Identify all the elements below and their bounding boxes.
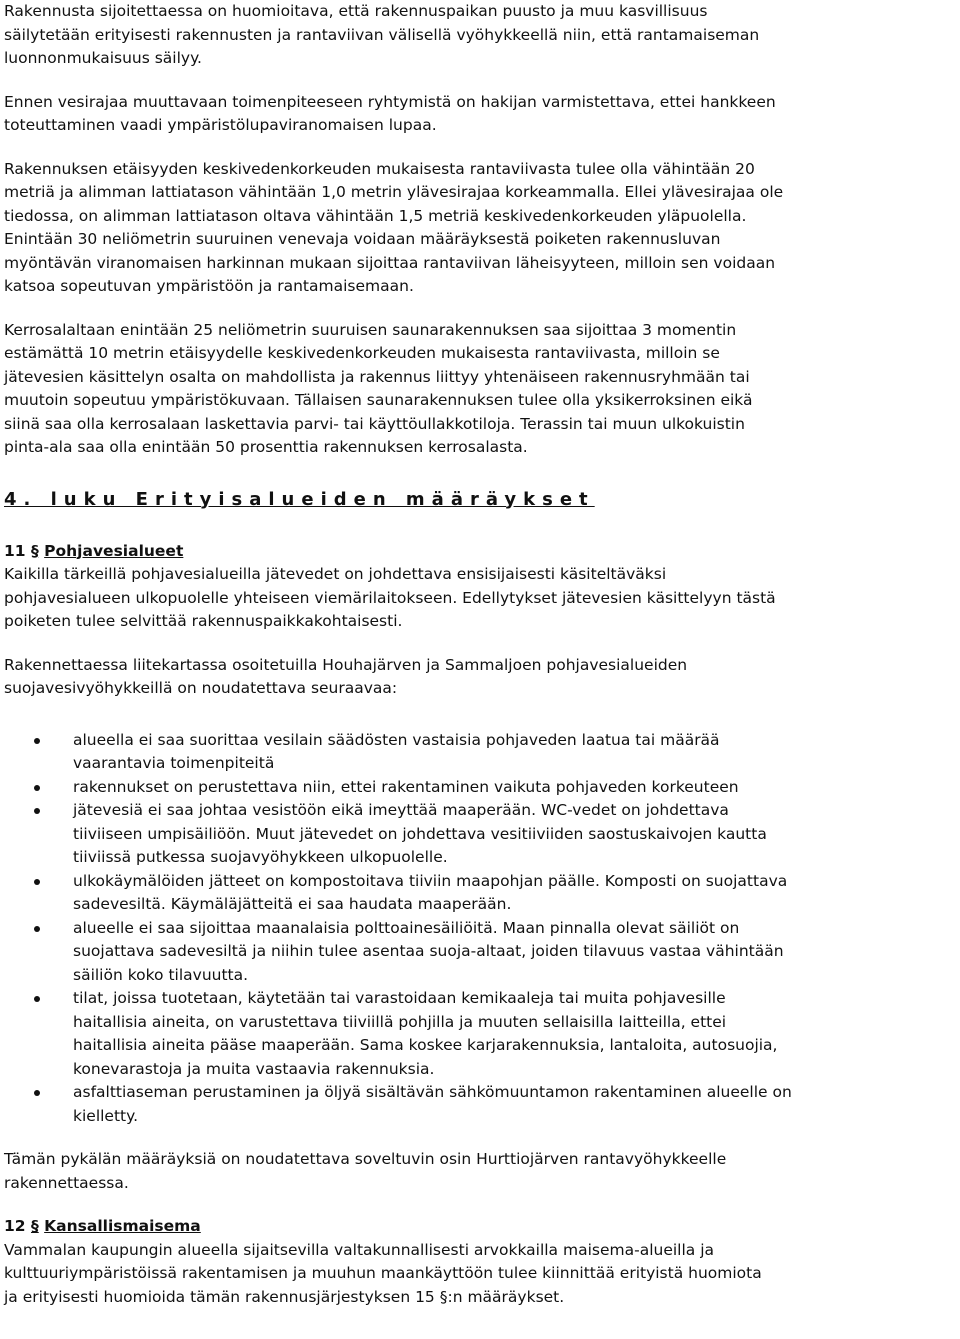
list-item: alueelle ei saa sijoittaa maanalaisia polttoainesäiliöitä. Maan pinnalla olevat säiliöt on suojattava sadevesiltä ja niihin tulee asentaa suoja-altaat, joiden tilavuus vastaa vähintään säiliön koko tilavuutta.	[4, 917, 954, 988]
section-12-heading	[4, 1215, 954, 1239]
section-11-sign: §	[30, 541, 39, 560]
chapter-heading: 4. luku Erityisalueiden määräykset	[4, 488, 595, 510]
bullet-icon	[34, 1090, 40, 1096]
section-12-name: Kansallismaisema	[44, 1217, 201, 1235]
bullet-icon	[34, 996, 40, 1002]
paragraph-shoreline-vegetation: Rakennusta sijoitettaessa on huomioitava, että rakennuspaikan puusto ja muu kasvillisuus säilytetään erityisesti rakennusten ja rantaviivan välisellä vyöhykkeellä niin, että rantamaiseman luonnonmukaisuus säilyy.	[4, 2, 760, 67]
paragraph-groundwater-wastewater: Kaikilla tärkeillä pohjavesialueilla jätevedet on johdettava ensisijaisesti käsiteltäväksi pohjavesialueen ulkopuolelle yhteiseen viemärilaitokseen. Edellytykset jätevesien käsittelyyn tästä poiketen tulee selvittää rakennuspaikkakohtaisesti.	[4, 565, 776, 630]
paragraph-protection-zones: Rakennettaessa liitekartassa osoitetuilla Houhajärven ja Sammaljoen pohjavesialueiden suojavesivyöhykkeillä on noudatettava seuraavaa:	[4, 655, 688, 697]
paragraph-national-landscape: Vammalan kaupungin alueella sijaitsevilla valtakunnallisesti arvokkailla maisema-alueilla ja kulttuuriympäristöissä rakentamisen ja muuhun maankäyttöön tulee kiinnittää erityistä huomiota ja erityisesti huomioida tämän rakennusjärjestyksen 15 §:n määräykset.	[4, 1240, 762, 1306]
list-item: alueella ei saa suorittaa vesilain säädösten vastaisia pohjaveden laatua tai määrää vaarantavia toimenpiteitä	[4, 729, 954, 776]
paragraph-building-distance: Rakennuksen etäisyyden keskivedenkorkeuden mukaisesta rantaviivasta tulee olla vähintään 20 metriä ja alimman lattiatason vähintään 1,0 metrin ylävesirajaa korkeammalla. Ellei ylävesirajaa ole tiedossa, on alimman lattiatason oltava vähintään 1,5 metriä keskivedenkorkeuden yläpuolella. Enintään 30 neliömetrin suuruinen venevaja voidaan määräyksestä poiketen rakennusluvan myöntävän viranomaisen harkinnan mukaan sijoittaa rantaviivan läheisyyteen, milloin sen voidaan katsoa sopeutuvan ympäristöön ja rantamaisemaan.	[4, 159, 784, 295]
list-item: asfalttiaseman perustaminen ja öljyä sisältävän sähkömuuntamon rakentaminen alueelle on kielletty.	[4, 1081, 954, 1128]
groundwater-rules-list	[4, 729, 954, 1129]
list-item: tilat, joissa tuotetaan, käytetään tai varastoidaan kemikaaleja tai muita pohjavesille haitallisia aineita, on varustettava tiiviillä pohjilla ja muuten sellaisilla laitteilla, ettei haitallisia aineita pääse maaperään. Sama koskee karjarakennuksia, lantaloita, autosuojia, konevarastoja ja muita vastaavia rakennuksia.	[4, 987, 954, 1081]
section-11-number: 11	[4, 541, 26, 560]
list-item: rakennukset on perustettava niin, ettei rakentaminen vaikuta pohjaveden korkeuteen	[4, 776, 954, 800]
bullet-icon	[34, 738, 40, 744]
bullet-icon	[34, 926, 40, 932]
list-item: jätevesiä ei saa johtaa vesistöön eikä imeyttää maaperään. WC-vedet on johdettava tiiviiseen umpisäiliöön. Muut jätevedet on johdettava vesitiiviiden saostuskaivojen kautta tiiviissä putkessa suojavyöhykkeen ulkopuolelle.	[4, 799, 954, 870]
section-12-number: 12	[4, 1217, 26, 1235]
bullet-icon	[34, 808, 40, 814]
paragraph-hurttiojarvi: Tämän pykälän määräyksiä on noudatettava soveltuvin osin Hurttiojärven rantavyöhykkeelle rakennettaessa.	[4, 1150, 727, 1192]
section-11-heading	[4, 540, 954, 564]
list-item: ulkokäymälöiden jätteet on kompostoitava tiiviin maapohjan päälle. Komposti on suojattava sadevesiltä. Käymäläjätteitä ei saa haudata maaperään.	[4, 870, 954, 917]
section-11-name: Pohjavesialueet	[44, 541, 184, 560]
section-12-sign: §	[30, 1217, 39, 1235]
paragraph-water-level-permit: Ennen vesirajaa muuttavaan toimenpiteeseen ryhtymistä on hakijan varmistettava, ettei hankkeen toteuttaminen vaadi ympäristölupaviranomaisen lupaa.	[4, 92, 776, 134]
bullet-icon	[34, 879, 40, 885]
paragraph-sauna-building: Kerrosalaltaan enintään 25 neliömetrin suuruisen saunarakennuksen saa sijoittaa 3 momentin estämättä 10 metrin etäisyydelle keskivedenkorkeuden mukaisesta rantaviivasta, milloin se jätevesien käsittelyn osalta on mahdollista ja rakennus liittyy yhtenäiseen rakennusryhmään tai muutoin sopeutuu ympäristökuvaan. Tällaisen saunarakennuksen tulee olla yksikerroksinen eikä siinä saa olla kerrosalaan laskettavia parvi- tai käyttöullakkotiloja. Terassin tai muun ulkokuistin pinta-ala saa olla enintään 50 prosenttia rakennuksen kerrosalasta.	[4, 320, 753, 456]
document-page	[4, 0, 954, 1309]
bullet-icon	[34, 785, 40, 791]
